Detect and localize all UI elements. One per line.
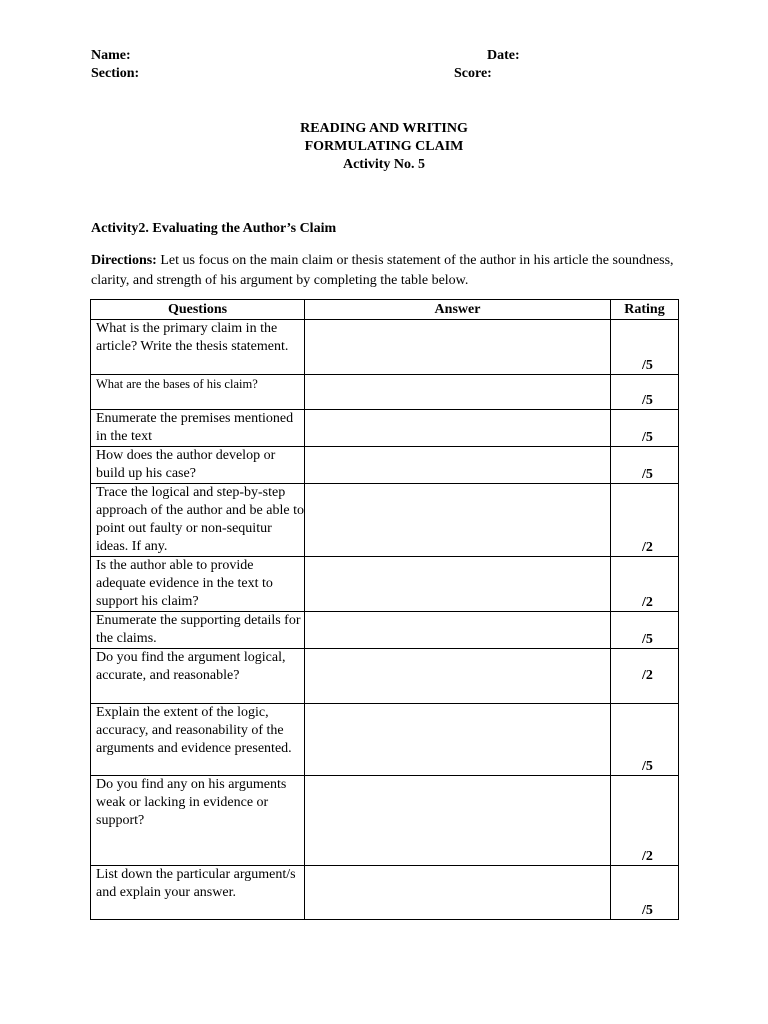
answer-cell[interactable] [305,375,611,410]
answer-cell[interactable] [305,776,611,866]
subject-title: READING AND WRITING [300,121,468,136]
activity-number: Activity No. 5 [342,157,426,172]
table-row [91,612,679,649]
question-cell: Do you find the argument logical, accurate, and reasonable? [91,649,305,704]
evaluation-table [90,299,679,920]
directions-label: Directions: [91,253,157,268]
rating-cell: /2 [611,557,679,612]
question-cell: Do you find any on his arguments weak or lacking in evidence or support? [91,776,305,866]
answer-header: Answer [305,300,611,320]
table-row [91,320,679,375]
rating-cell: /2 [611,484,679,557]
date-label: Date: [487,48,520,63]
rating-cell: /5 [611,612,679,649]
rating-cell: /5 [611,866,679,920]
question-cell: Is the author able to provide adequate evidence in the text to support his claim? [91,557,305,612]
question-cell: Explain the extent of the logic, accuracy, and reasonability of the arguments and evidence presented. [91,704,305,776]
table-row [91,557,679,612]
answer-cell[interactable] [305,649,611,704]
score-label: Score: [454,66,492,81]
name-label: Name: [91,48,131,63]
answer-cell[interactable] [305,484,611,557]
rating-cell: /2 [611,776,679,866]
table-header-row [91,300,679,320]
questions-header: Questions [91,300,305,320]
rating-cell: /5 [611,410,679,447]
table-row [91,704,679,776]
table-row [91,447,679,484]
question-cell: Enumerate the supporting details for the claims. [91,612,305,649]
rating-cell: /5 [611,375,679,410]
rating-cell: /5 [611,704,679,776]
table-row [91,649,679,704]
rating-cell: /2 [611,649,679,704]
question-cell: What is the primary claim in the article? Write the thesis statement. [91,320,305,375]
activity-title: Activity2. Evaluating the Author’s Claim [91,221,337,236]
rating-cell: /5 [611,320,679,375]
answer-cell[interactable] [305,704,611,776]
rating-cell: /5 [611,447,679,484]
question-cell: What are the bases of his claim? [91,375,305,410]
lesson-title: FORMULATING CLAIM [304,139,464,154]
question-cell: List down the particular argument/s and explain your answer. [91,866,305,920]
question-cell: How does the author develop or build up his case? [91,447,305,484]
table-row [91,484,679,557]
answer-cell[interactable] [305,866,611,920]
question-cell: Trace the logical and step-by-step approach of the author and be able to point out faulty or non-sequitur ideas. If any. [91,484,305,557]
table-row [91,866,679,920]
section-label: Section: [91,66,140,81]
directions-paragraph [91,251,676,291]
answer-cell[interactable] [305,612,611,649]
answer-cell[interactable] [305,557,611,612]
answer-cell[interactable] [305,410,611,447]
directions-text: Let us focus on the main claim or thesis statement of the author in his article the soundness, clarity, and strength of his argument by completing the table below. [91,253,674,288]
answer-cell[interactable] [305,447,611,484]
document-title-block [0,120,768,174]
answer-cell[interactable] [305,320,611,375]
table-row [91,375,679,410]
table-row [91,776,679,866]
question-cell: Enumerate the premises mentioned in the text [91,410,305,447]
rating-header: Rating [611,300,679,320]
table-row [91,410,679,447]
